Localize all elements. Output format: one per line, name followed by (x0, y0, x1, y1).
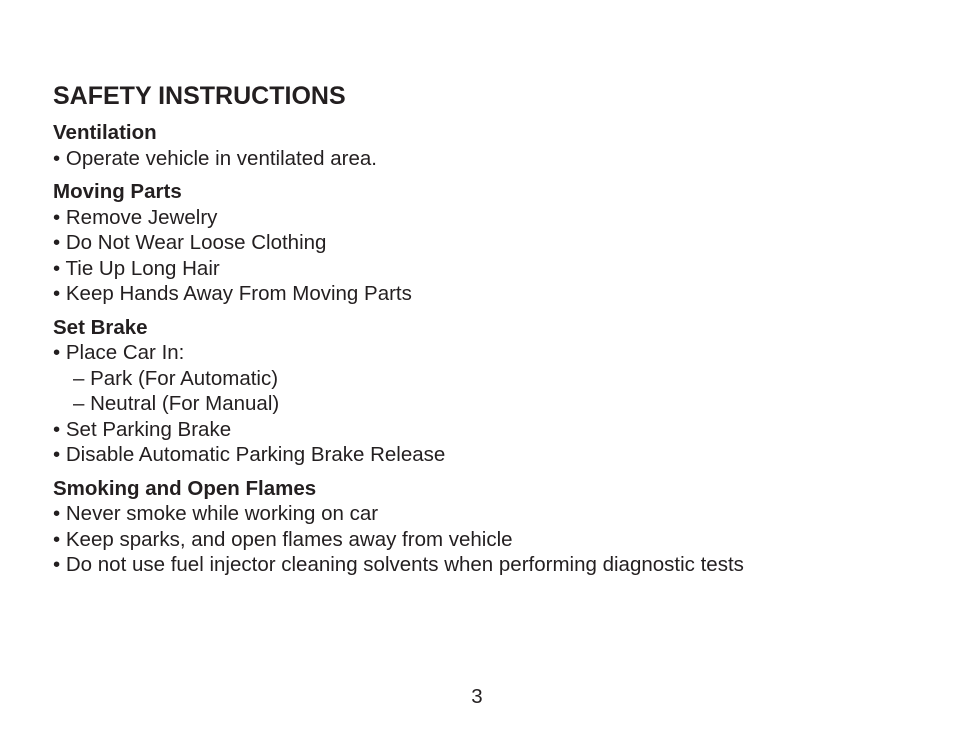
page-title: SAFETY INSTRUCTIONS (53, 82, 346, 110)
section-heading: Smoking and Open Flames (53, 476, 317, 500)
section-heading: Ventilation (53, 121, 157, 144)
section-set-brake (53, 315, 933, 468)
list-item: • Remove Jewelry (53, 205, 218, 229)
list-item: • Disable Automatic Parking Brake Release (53, 443, 446, 466)
list-item: • Do not use fuel injector cleaning solvents when performing diagnostic tests (53, 553, 744, 576)
list-item: • Tie Up Long Hair (53, 256, 220, 280)
list-item: • Place Car In: (53, 341, 185, 364)
section-ventilation (53, 120, 933, 171)
section-moving-parts (53, 179, 933, 307)
list-item: • Do Not Wear Loose Clothing (53, 231, 327, 254)
sub-list-item: – Park (For Automatic) (73, 366, 279, 390)
section-heading: Set Brake (53, 315, 148, 339)
sub-list-item: – Neutral (For Manual) (73, 392, 280, 415)
document-page (53, 81, 933, 586)
list-item: • Set Parking Brake (53, 417, 232, 441)
page-number: 3 (471, 685, 483, 708)
list-item: • Keep Hands Away From Moving Parts (53, 282, 412, 305)
section-smoking-open-flames (53, 476, 933, 578)
section-heading: Moving Parts (53, 180, 182, 203)
list-item: • Operate vehicle in ventilated area. (53, 146, 377, 170)
list-item: • Keep sparks, and open flames away from vehicle (53, 527, 513, 551)
list-item: • Never smoke while working on car (53, 502, 379, 525)
